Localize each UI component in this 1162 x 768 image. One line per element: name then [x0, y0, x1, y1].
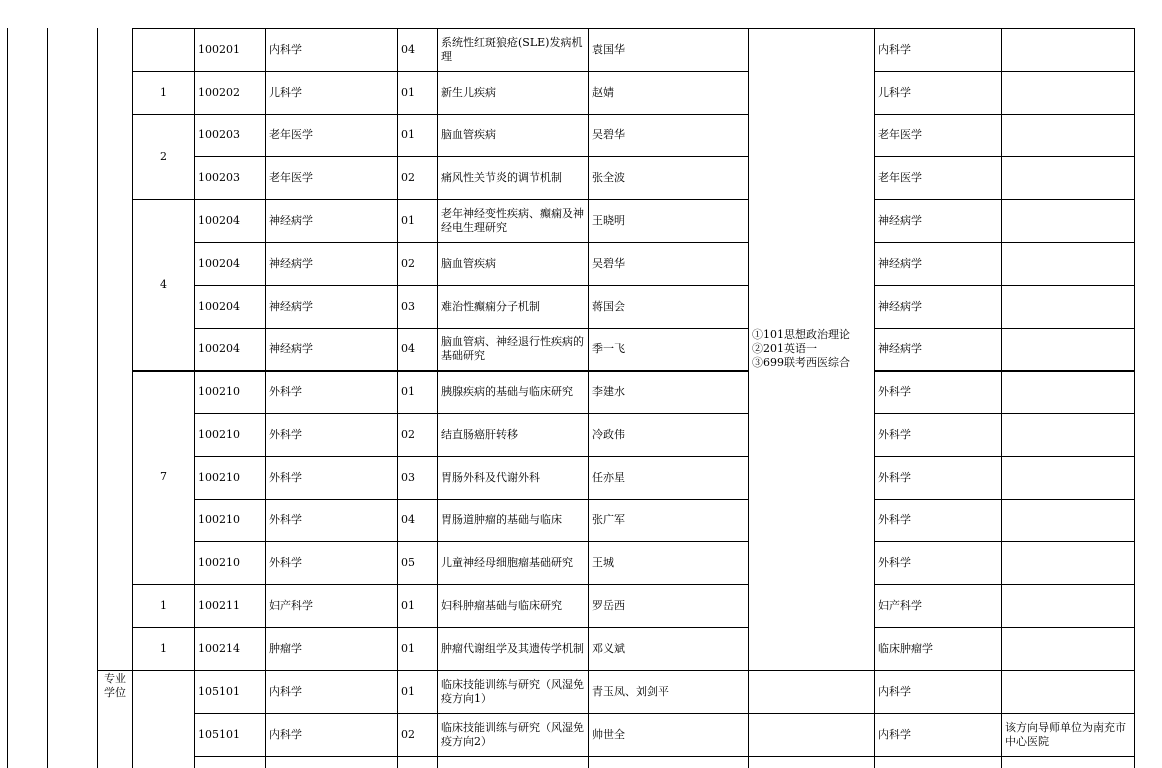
direction-code: 04 — [401, 42, 415, 56]
major-code: 100210 — [198, 470, 240, 484]
tutor-name: 任亦星 — [592, 470, 625, 484]
tutor-name: 赵婧 — [592, 85, 614, 99]
research-direction: 肿瘤代谢组学及其遗传学机制 — [441, 641, 584, 655]
retest-subject: 临床肿瘤学 — [878, 641, 933, 655]
research-direction: 胃肠道肿瘤的基础与临床 — [441, 513, 562, 526]
retest-subject: 老年医学 — [878, 170, 922, 184]
major-code: 100202 — [198, 85, 240, 99]
tutor-name: 吴碧华 — [592, 256, 625, 270]
remarks — [1002, 114, 1134, 156]
major-code: 100203 — [198, 170, 240, 184]
grid-vline — [1134, 28, 1135, 768]
research-direction: 痛风性关节炎的调节机制 — [441, 170, 562, 184]
remarks — [1002, 285, 1134, 328]
major-name: 老年医学 — [269, 170, 313, 184]
research-direction: 临床技能训练与研究（风湿免疫方向2） — [441, 720, 584, 748]
major-code: 100214 — [198, 641, 240, 655]
major-name: 外科学 — [269, 513, 302, 526]
major-code: 105101 — [198, 684, 240, 698]
direction-code: 03 — [401, 299, 415, 313]
retest-subject: 外科学 — [878, 513, 911, 526]
tutor-name: 冷政伟 — [592, 427, 625, 441]
remarks — [1002, 541, 1134, 584]
direction-code: 01 — [401, 128, 415, 141]
exam-subjects — [749, 28, 874, 670]
remarks — [1002, 670, 1134, 713]
major-code: 100204 — [198, 299, 240, 313]
research-direction: 新生儿疾病 — [441, 85, 496, 99]
major-code: 100210 — [198, 384, 240, 398]
research-direction: 老年神经变性疾病、癫痫及神经电生理研究 — [441, 206, 584, 234]
exam-subject-line: ①101思想政治理论 — [752, 328, 850, 341]
research-direction: 临床技能训练与研究（风湿免疫方向1） — [441, 677, 584, 705]
research-direction: 结直肠癌肝转移 — [441, 427, 518, 441]
direction-code: 01 — [401, 598, 415, 612]
retest-subject: 内科学 — [878, 42, 911, 56]
major-name: 儿科学 — [269, 85, 302, 99]
research-direction: 脑血管疾病 — [441, 128, 496, 141]
major-name: 神经病学 — [269, 342, 313, 355]
tutor-name: 帅世全 — [592, 727, 625, 741]
remarks — [1002, 156, 1134, 199]
retest-subject: 内科学 — [878, 684, 911, 698]
remarks — [1002, 71, 1134, 114]
remarks — [1002, 242, 1134, 285]
enrollment-count: 7 — [160, 470, 167, 483]
major-name: 内科学 — [269, 727, 302, 741]
remarks — [1002, 28, 1134, 71]
grid-vline — [97, 28, 98, 768]
major-code: 100203 — [198, 128, 240, 141]
tutor-name: 张广军 — [592, 513, 625, 526]
major-name: 外科学 — [269, 427, 302, 441]
direction-code: 01 — [401, 641, 415, 655]
research-direction: 胃肠外科及代谢外科 — [441, 470, 540, 484]
major-name: 老年医学 — [269, 128, 313, 141]
remarks — [1002, 199, 1134, 242]
major-name: 神经病学 — [269, 299, 313, 313]
retest-subject: 神经病学 — [878, 299, 922, 313]
retest-subject: 神经病学 — [878, 342, 922, 355]
major-code: 100210 — [198, 555, 240, 569]
degree-type — [98, 670, 132, 710]
direction-code: 04 — [401, 513, 415, 526]
tutor-name: 罗岳西 — [592, 598, 625, 612]
major-code: 100201 — [198, 42, 240, 56]
retest-subject: 妇产科学 — [878, 598, 922, 612]
major-code: 100204 — [198, 213, 240, 227]
direction-code: 03 — [401, 470, 415, 484]
direction-code: 01 — [401, 85, 415, 99]
remarks — [1002, 328, 1134, 370]
major-name: 外科学 — [269, 555, 302, 569]
research-direction: 儿童神经母细胞瘤基础研究 — [441, 555, 573, 569]
direction-code: 05 — [401, 555, 415, 569]
tutor-name: 袁国华 — [592, 42, 625, 56]
exam-subject-line: ②201英语一 — [752, 342, 817, 355]
direction-code: 01 — [401, 213, 415, 227]
enrollment-count: 1 — [160, 641, 167, 655]
retest-subject: 外科学 — [878, 470, 911, 484]
direction-code: 02 — [401, 170, 415, 184]
remarks — [1002, 627, 1134, 670]
enrollment-count: 1 — [160, 85, 167, 99]
degree-type-line: 专业 — [104, 672, 126, 685]
grid-hline — [194, 756, 1135, 757]
tutor-name: 吴碧华 — [592, 128, 625, 141]
research-direction: 胰腺疾病的基础与临床研究 — [441, 384, 573, 398]
research-direction: 脑血管疾病 — [441, 256, 496, 270]
remarks — [1002, 413, 1134, 456]
major-name: 内科学 — [269, 42, 302, 56]
retest-subject: 神经病学 — [878, 213, 922, 227]
major-name: 神经病学 — [269, 256, 313, 270]
enrollment-count: 1 — [160, 598, 167, 612]
retest-subject: 内科学 — [878, 727, 911, 741]
enrollment-count: 4 — [160, 277, 167, 291]
direction-code: 02 — [401, 256, 415, 270]
tutor-name: 青玉凤、刘剑平 — [592, 684, 669, 698]
major-code: 105101 — [198, 727, 240, 741]
major-name: 妇产科学 — [269, 598, 313, 612]
direction-code: 01 — [401, 684, 415, 698]
major-name: 外科学 — [269, 384, 302, 398]
tutor-name: 王晓明 — [592, 213, 625, 227]
major-code: 100210 — [198, 427, 240, 441]
remarks: 该方向导师单位为南充市中心医院 — [1005, 720, 1126, 748]
tutor-name: 李建水 — [592, 384, 625, 398]
direction-code: 02 — [401, 727, 415, 741]
research-direction: 妇科肿瘤基础与临床研究 — [441, 598, 562, 612]
major-code: 100210 — [198, 513, 240, 526]
remarks — [1002, 370, 1134, 413]
grid-vline — [47, 28, 48, 768]
research-direction: 脑血管病、神经退行性疾病的基础研究 — [441, 335, 584, 362]
major-name: 内科学 — [269, 684, 302, 698]
retest-subject: 外科学 — [878, 427, 911, 441]
direction-code: 01 — [401, 384, 415, 398]
major-code: 100211 — [198, 598, 240, 612]
grid-vline — [7, 28, 8, 768]
major-name: 神经病学 — [269, 213, 313, 227]
retest-subject: 外科学 — [878, 555, 911, 569]
direction-code: 02 — [401, 427, 415, 441]
retest-subject: 老年医学 — [878, 128, 922, 141]
tutor-name: 蒋国会 — [592, 299, 625, 313]
tutor-name: 邓义斌 — [592, 641, 625, 655]
direction-code: 04 — [401, 342, 415, 355]
exam-subject-line: ③699联考西医综合 — [752, 356, 850, 369]
enrollment-count: 2 — [160, 149, 167, 163]
tutor-name: 季一飞 — [592, 342, 625, 355]
research-direction: 系统性红斑狼疮(SLE)发病机理 — [441, 35, 583, 63]
remarks — [1002, 499, 1134, 541]
research-direction: 难治性癫痫分子机制 — [441, 299, 540, 313]
tutor-name: 王城 — [592, 555, 614, 569]
major-code: 100204 — [198, 342, 240, 355]
degree-type-line: 学位 — [104, 686, 126, 699]
retest-subject: 儿科学 — [878, 85, 911, 99]
remarks — [1002, 584, 1134, 627]
retest-subject: 神经病学 — [878, 256, 922, 270]
major-name: 外科学 — [269, 470, 302, 484]
tutor-name: 张全波 — [592, 170, 625, 184]
major-code: 100204 — [198, 256, 240, 270]
major-name: 肿瘤学 — [269, 641, 302, 655]
retest-subject: 外科学 — [878, 384, 911, 398]
remarks — [1002, 456, 1134, 499]
